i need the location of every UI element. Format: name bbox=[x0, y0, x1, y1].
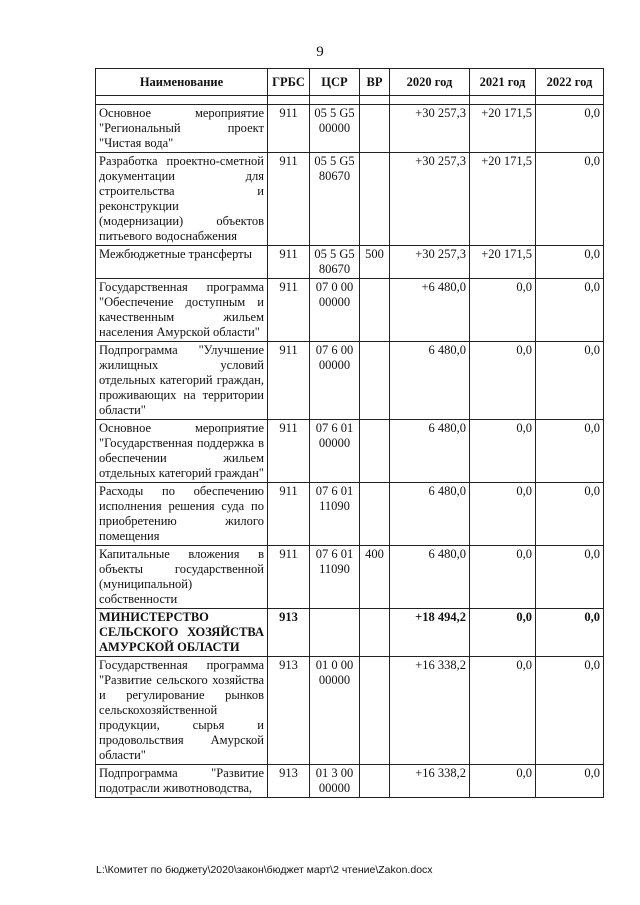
cell-csr: 01 0 00 00000 bbox=[310, 657, 360, 765]
cell-y2022: 0,0 bbox=[536, 765, 604, 798]
cell-name: Подпрограмма "Улучшение жилищных условий отдельных категорий граждан, проживающих на территории области" bbox=[96, 342, 268, 420]
col-header-2022: 2022 год bbox=[536, 69, 604, 96]
cell-vr: 500 bbox=[360, 246, 390, 279]
cell-csr: 05 5 G5 00000 bbox=[310, 105, 360, 153]
cell-y2020: 6 480,0 bbox=[390, 420, 470, 483]
cell-y2021: 0,0 bbox=[470, 279, 536, 342]
col-header-2021: 2021 год bbox=[470, 69, 536, 96]
cell-y2021: 0,0 bbox=[470, 483, 536, 546]
cell-name: Государственная программа "Обеспечение доступным и качественным жильем населения Амурской области" bbox=[96, 279, 268, 342]
cell-csr bbox=[310, 609, 360, 657]
budget-table bbox=[95, 68, 604, 798]
cell-vr: 400 bbox=[360, 546, 390, 609]
cell-csr: 07 6 01 11090 bbox=[310, 546, 360, 609]
cell-grbs: 911 bbox=[268, 420, 310, 483]
cell-grbs: 911 bbox=[268, 105, 310, 153]
col-header-2020: 2020 год bbox=[390, 69, 470, 96]
table-row bbox=[96, 342, 604, 420]
cell-grbs: 913 bbox=[268, 765, 310, 798]
cell-name: Разработка проектно-сметной документации для строительства и реконструкции (модернизации) объектов питьевого водоснабжения bbox=[96, 153, 268, 246]
cell-y2022: 0,0 bbox=[536, 483, 604, 546]
cell-csr: 07 6 00 00000 bbox=[310, 342, 360, 420]
cell-grbs: 913 bbox=[268, 609, 310, 657]
footer-file-path: L:\Комитет по бюджету\2020\закон\бюджет март\2 чтение\Zakon.docx bbox=[96, 864, 433, 876]
cell-name: Государственная программа "Развитие сельского хозяйства и регулирование рынков сельскохозяйственной продукции, сырья и продовольствия Амурской области" bbox=[96, 657, 268, 765]
table-row bbox=[96, 105, 604, 153]
cell-y2020: +16 338,2 bbox=[390, 657, 470, 765]
table-row bbox=[96, 609, 604, 657]
col-header-grbs: ГРБС bbox=[268, 69, 310, 96]
cell-name: Основное мероприятие "Государственная поддержка в обеспечении жильем отдельных категорий граждан" bbox=[96, 420, 268, 483]
cell-y2020: +30 257,3 bbox=[390, 246, 470, 279]
cell-grbs: 911 bbox=[268, 483, 310, 546]
cell-csr: 05 5 G5 80670 bbox=[310, 153, 360, 246]
cell-y2020: +30 257,3 bbox=[390, 105, 470, 153]
cell-vr bbox=[360, 342, 390, 420]
cell-csr: 07 0 00 00000 bbox=[310, 279, 360, 342]
cell-y2022: 0,0 bbox=[536, 246, 604, 279]
table-header-row bbox=[96, 69, 604, 96]
cell-grbs: 911 bbox=[268, 546, 310, 609]
cell-vr bbox=[360, 765, 390, 798]
cell-name: Основное мероприятие "Региональный проект "Чистая вода" bbox=[96, 105, 268, 153]
cell-csr: 01 3 00 00000 bbox=[310, 765, 360, 798]
table-row bbox=[96, 153, 604, 246]
cell-y2021: 0,0 bbox=[470, 657, 536, 765]
cell-y2020: 6 480,0 bbox=[390, 546, 470, 609]
cell-vr bbox=[360, 279, 390, 342]
cell-grbs: 911 bbox=[268, 279, 310, 342]
cell-name: Капитальные вложения в объекты государственной (муниципальной) собственности bbox=[96, 546, 268, 609]
table-row bbox=[96, 657, 604, 765]
table-row bbox=[96, 483, 604, 546]
cell-vr bbox=[360, 609, 390, 657]
cell-vr bbox=[360, 483, 390, 546]
cell-y2020: +6 480,0 bbox=[390, 279, 470, 342]
table-row bbox=[96, 279, 604, 342]
cell-y2022: 0,0 bbox=[536, 342, 604, 420]
cell-csr: 05 5 G5 80670 bbox=[310, 246, 360, 279]
cell-y2022: 0,0 bbox=[536, 153, 604, 246]
cell-y2022: 0,0 bbox=[536, 546, 604, 609]
col-header-vr: ВР bbox=[360, 69, 390, 96]
header-spacer-row bbox=[96, 96, 604, 105]
cell-name: Межбюджетные трансферты bbox=[96, 246, 268, 279]
cell-vr bbox=[360, 657, 390, 765]
cell-vr bbox=[360, 153, 390, 246]
cell-csr: 07 6 01 00000 bbox=[310, 420, 360, 483]
cell-y2021: 0,0 bbox=[470, 342, 536, 420]
cell-y2022: 0,0 bbox=[536, 609, 604, 657]
page-number: 9 bbox=[316, 44, 324, 60]
cell-grbs: 911 bbox=[268, 246, 310, 279]
cell-vr bbox=[360, 420, 390, 483]
cell-y2021: +20 171,5 bbox=[470, 246, 536, 279]
table-row bbox=[96, 246, 604, 279]
cell-y2022: 0,0 bbox=[536, 105, 604, 153]
cell-y2020: +16 338,2 bbox=[390, 765, 470, 798]
cell-y2020: 6 480,0 bbox=[390, 342, 470, 420]
table-body bbox=[96, 105, 604, 798]
cell-y2021: 0,0 bbox=[470, 420, 536, 483]
cell-grbs: 911 bbox=[268, 153, 310, 246]
cell-y2021: 0,0 bbox=[470, 546, 536, 609]
cell-grbs: 913 bbox=[268, 657, 310, 765]
cell-y2021: 0,0 bbox=[470, 609, 536, 657]
cell-y2021: +20 171,5 bbox=[470, 153, 536, 246]
cell-y2020: +30 257,3 bbox=[390, 153, 470, 246]
cell-grbs: 911 bbox=[268, 342, 310, 420]
cell-vr bbox=[360, 105, 390, 153]
col-header-name: Наименование bbox=[96, 69, 268, 96]
col-header-csr: ЦСР bbox=[310, 69, 360, 96]
cell-name: Расходы по обеспечению исполнения решения суда по приобретению жилого помещения bbox=[96, 483, 268, 546]
cell-y2021: 0,0 bbox=[470, 765, 536, 798]
cell-name: Подпрограмма "Развитие подотрасли животноводства, bbox=[96, 765, 268, 798]
cell-y2020: +18 494,2 bbox=[390, 609, 470, 657]
cell-y2020: 6 480,0 bbox=[390, 483, 470, 546]
cell-y2022: 0,0 bbox=[536, 279, 604, 342]
table-row bbox=[96, 420, 604, 483]
cell-name: МИНИСТЕРСТВО СЕЛЬСКОГО ХОЗЯЙСТВА АМУРСКОЙ ОБЛАСТИ bbox=[96, 609, 268, 657]
table-row bbox=[96, 765, 604, 798]
cell-y2022: 0,0 bbox=[536, 657, 604, 765]
cell-csr: 07 6 01 11090 bbox=[310, 483, 360, 546]
table-row bbox=[96, 546, 604, 609]
cell-y2022: 0,0 bbox=[536, 420, 604, 483]
cell-y2021: +20 171,5 bbox=[470, 105, 536, 153]
